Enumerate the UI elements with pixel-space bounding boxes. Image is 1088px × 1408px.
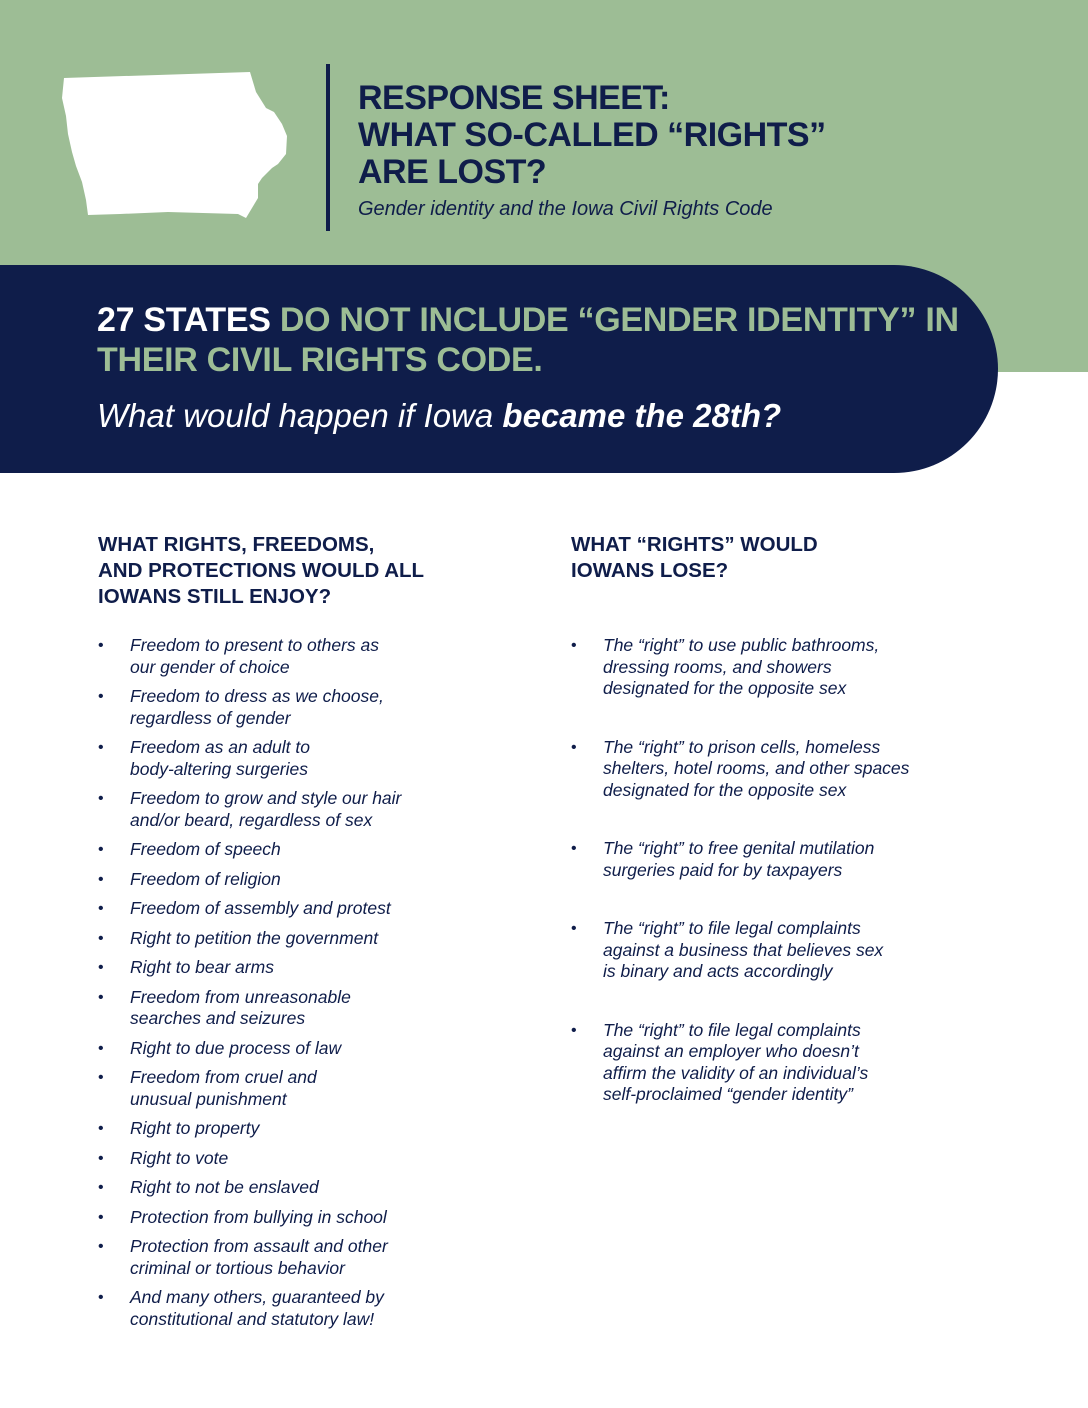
list-item	[571, 838, 991, 881]
bullet-icon: •	[98, 900, 104, 917]
list-item-text: Right to bear arms	[130, 957, 274, 977]
bullet-icon: •	[571, 920, 577, 937]
list-item-text: and/or beard, regardless of sex	[130, 809, 373, 830]
banner-headline-white: 27 STATES	[97, 301, 271, 339]
bullet-icon: •	[98, 637, 104, 654]
list-item-text: Freedom from cruel and	[130, 1067, 317, 1087]
right-column-heading	[571, 532, 991, 584]
list-item-text: The “right” to file legal complaints	[603, 918, 861, 938]
list-item	[98, 1148, 498, 1170]
bullet-icon: •	[571, 840, 577, 857]
bullet-icon: •	[98, 1149, 104, 1167]
list-item	[571, 635, 991, 700]
list-item	[571, 737, 991, 802]
left-heading-line: WHAT RIGHTS, FREEDOMS,	[98, 533, 375, 556]
list-item-text: The “right” to file legal complaints	[603, 1019, 861, 1040]
list-item-text: is binary and acts accordingly	[603, 961, 833, 981]
list-item-text: our gender of choice	[130, 656, 290, 677]
list-item-text: Freedom from unreasonable	[130, 986, 351, 1007]
list-item-text: self-proclaimed “gender identity”	[603, 1084, 853, 1104]
list-item	[571, 1020, 991, 1106]
bullet-icon: •	[98, 1289, 104, 1306]
bullet-icon: •	[98, 1120, 104, 1137]
list-item-text: The “right” to use public bathrooms,	[603, 635, 880, 655]
list-item-text: Right to not be enslaved	[130, 1177, 319, 1197]
list-item	[571, 918, 991, 983]
list-item-text: Right to petition the government	[130, 927, 379, 948]
list-item	[98, 928, 498, 950]
list-item-text: Freedom of speech	[130, 839, 281, 859]
bullet-icon: •	[98, 929, 104, 947]
page-title-line-1: RESPONSE SHEET:	[358, 79, 670, 117]
list-item	[98, 788, 498, 831]
list-item-text: Freedom to present to others as	[130, 635, 380, 655]
left-heading-line: IOWANS STILL ENJOY?	[98, 585, 332, 608]
rights-retained-list	[98, 635, 498, 1338]
list-item	[98, 1207, 498, 1229]
list-item	[98, 737, 498, 780]
list-item	[98, 1287, 498, 1330]
right-heading-line: IOWANS LOSE?	[571, 559, 729, 582]
bullet-icon: •	[98, 1069, 104, 1086]
bullet-icon: •	[98, 1039, 104, 1057]
list-item-text: searches and seizures	[130, 1008, 306, 1028]
right-heading-line: WHAT “RIGHTS” WOULD	[571, 533, 818, 556]
list-item-text: dressing rooms, and showers	[603, 656, 832, 677]
list-item	[98, 686, 498, 729]
list-item-text: against an employer who doesn’t	[603, 1041, 859, 1061]
bullet-icon: •	[98, 688, 104, 705]
list-item	[98, 869, 498, 891]
title-block	[358, 80, 1058, 221]
list-item-text: Freedom as an adult to	[130, 737, 310, 757]
header-divider	[326, 64, 330, 231]
list-item-text: Right to vote	[130, 1147, 229, 1168]
page-subtitle: Gender identity and the Iowa Civil Rights Code	[358, 198, 773, 220]
page-title-line-3: ARE LOST?	[358, 153, 547, 191]
list-item-text: criminal or tortious behavior	[130, 1257, 345, 1278]
page-title-line-2: WHAT SO-CALLED “RIGHTS”	[358, 116, 826, 154]
bullet-icon: •	[98, 959, 104, 976]
bullet-icon: •	[98, 841, 104, 858]
list-item-text: Protection from assault and other	[130, 1236, 388, 1256]
list-item-text: Protection from bullying in school	[130, 1206, 387, 1227]
list-item	[98, 1038, 498, 1060]
banner-headline	[97, 300, 977, 380]
bullet-icon: •	[98, 988, 104, 1006]
banner-question-bold: became the 28th?	[502, 397, 782, 434]
list-item-text: Right to due process of law	[130, 1037, 342, 1058]
list-item-text: The “right” to free genital mutilation	[603, 838, 875, 858]
list-item	[98, 839, 498, 861]
list-item	[98, 1236, 498, 1279]
bullet-icon: •	[571, 738, 577, 756]
list-item-text: unusual punishment	[130, 1088, 287, 1109]
list-item-text: regardless of gender	[130, 707, 291, 728]
bullet-icon: •	[98, 739, 104, 756]
list-item-text: Freedom of assembly and protest	[130, 898, 391, 918]
rights-lost-list	[571, 635, 991, 1143]
list-item-text: affirm the validity of an individual’s	[603, 1062, 869, 1083]
list-item-text: shelters, hotel rooms, and other spaces	[603, 758, 910, 778]
list-item-text: constitutional and statutory law!	[130, 1308, 375, 1329]
list-item-text: Freedom of religion	[130, 868, 281, 889]
list-item-text: against a business that believes sex	[603, 939, 884, 960]
list-item-text: Freedom to grow and style our hair	[130, 788, 402, 808]
list-item-text: surgeries paid for by taxpayers	[603, 859, 843, 880]
bullet-icon: •	[571, 637, 577, 654]
banner-question	[97, 396, 977, 436]
list-item-text: designated for the opposite sex	[603, 779, 847, 800]
bullet-icon: •	[98, 790, 104, 807]
iowa-state-icon	[60, 70, 290, 222]
bullet-icon: •	[98, 1208, 104, 1226]
bullet-icon: •	[98, 1238, 104, 1255]
left-column-heading	[98, 532, 518, 610]
banner-question-light: What would happen if Iowa	[97, 397, 494, 434]
list-item	[98, 1177, 498, 1199]
list-item-text: Freedom to dress as we choose,	[130, 686, 384, 706]
list-item	[98, 1067, 498, 1110]
list-item	[98, 1118, 498, 1140]
list-item-text: body-altering surgeries	[130, 758, 309, 779]
list-item	[98, 957, 498, 979]
list-item	[98, 898, 498, 920]
banner-headline-green: DO NOT INCLUDE “GENDER IDENTITY” IN THEIR CIVIL RIGHTS CODE.	[97, 301, 959, 379]
list-item-text: designated for the opposite sex	[603, 678, 847, 698]
left-heading-line: AND PROTECTIONS WOULD ALL	[98, 559, 425, 582]
list-item-text: The “right” to prison cells, homeless	[603, 736, 881, 757]
list-item-text: Right to property	[130, 1118, 260, 1138]
bullet-icon: •	[571, 1021, 577, 1039]
bullet-icon: •	[98, 1179, 104, 1196]
list-item	[98, 635, 498, 678]
list-item-text: And many others, guaranteed by	[130, 1287, 384, 1307]
bullet-icon: •	[98, 870, 104, 888]
list-item	[98, 987, 498, 1030]
